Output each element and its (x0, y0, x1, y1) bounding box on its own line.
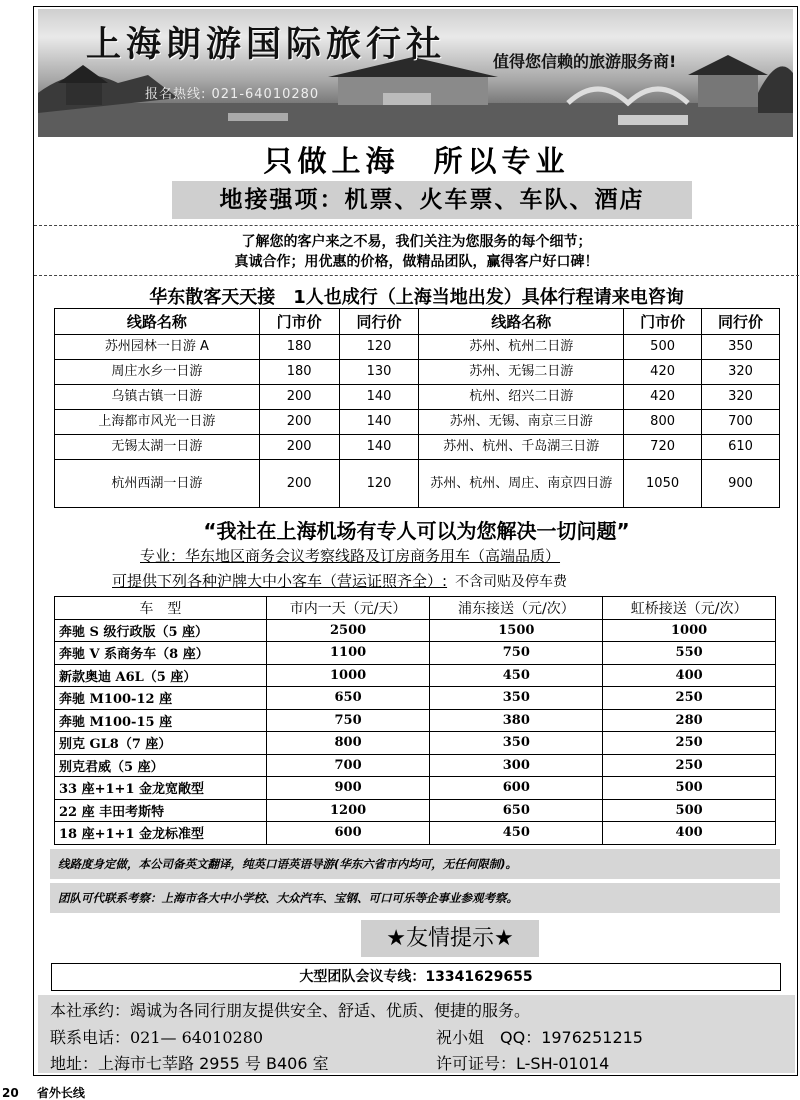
table-row (55, 435, 780, 460)
table-cell: 600 (430, 777, 603, 800)
table-cell: 1000 (266, 664, 430, 687)
column-header: 虹桥接送（元/次） (603, 597, 776, 620)
company-name: 上海朗游国际旅行社 (86, 24, 447, 65)
table-row (55, 619, 776, 642)
table-cell: 130 (339, 360, 419, 385)
table-cell: 200 (259, 385, 339, 410)
table-cell: 650 (266, 687, 430, 710)
table-cell: 奔驰 M100-12 座 (55, 687, 267, 710)
license-number: 许可证号：L-SH-01014 (436, 1054, 610, 1073)
vehicle-offer-note: 不含司贴及停车费 (455, 574, 568, 590)
table-cell: 450 (430, 664, 603, 687)
table-cell: 720 (624, 435, 702, 460)
table-cell: 200 (259, 410, 339, 435)
table-cell: 300 (430, 754, 603, 777)
header-banner (38, 9, 793, 137)
notice-translation: 线路度身定做，本公司备英文翻译，纯英口语英语导游(华东六省市内均可，无任何限制)。 (50, 849, 780, 879)
table-cell: 600 (266, 822, 430, 845)
conference-hotline: 大型团队会议专线：13341629655 (51, 963, 781, 991)
table-cell: 400 (603, 822, 776, 845)
table-cell: 苏州、无锡二日游 (419, 360, 624, 385)
table-cell: 380 (430, 709, 603, 732)
table-row (55, 664, 776, 687)
table-cell: 750 (266, 709, 430, 732)
publication-name: 省外长线 (36, 1086, 85, 1100)
table-cell: 乌镇古镇一日游 (55, 385, 260, 410)
table-cell: 苏州、杭州、千岛湖三日游 (419, 435, 624, 460)
advertisement-page (33, 6, 798, 1076)
column-header: 线路名称 (55, 309, 260, 335)
tips-title: ★友情提示★ (361, 920, 539, 957)
table-cell: 700 (702, 410, 780, 435)
table-cell: 280 (603, 709, 776, 732)
table-cell: 320 (702, 385, 780, 410)
specialty-line: 专业：华东地区商务会议考察线路及订房商务用车（高端品质） (140, 547, 561, 565)
column-header: 线路名称 (419, 309, 624, 335)
table-cell: 新款奥迪 A6L（5 座） (55, 664, 267, 687)
table-row (55, 732, 776, 755)
column-header: 浦东接送（元/次） (430, 597, 603, 620)
company-slogan: 值得您信赖的旅游服务商! (493, 52, 677, 71)
table-cell: 18 座+1+1 金龙标准型 (55, 822, 267, 845)
table-cell: 350 (430, 732, 603, 755)
table-row (55, 799, 776, 822)
intro-line-2: 真诚合作；用优惠的价格，做精品团队，赢得客户好口碑！ (234, 254, 599, 270)
table-cell: 140 (339, 435, 419, 460)
table-cell: 1000 (603, 619, 776, 642)
table-cell: 400 (603, 664, 776, 687)
table-cell: 杭州西湖一日游 (55, 460, 260, 508)
column-header: 同行价 (339, 309, 419, 335)
table-cell: 周庄水乡一日游 (55, 360, 260, 385)
office-address: 地址：上海市七莘路 2955 号 B406 室 (50, 1054, 329, 1073)
column-header: 市内一天（元/天） (266, 597, 430, 620)
table-row (55, 360, 780, 385)
table-cell: 180 (259, 335, 339, 360)
table-cell: 200 (259, 435, 339, 460)
page-footer (2, 1084, 85, 1100)
table-cell: 320 (702, 360, 780, 385)
table-cell: 别克君威（5 座） (55, 754, 267, 777)
table-cell: 500 (603, 799, 776, 822)
table-cell: 550 (603, 642, 776, 665)
table-cell: 450 (430, 822, 603, 845)
divider (34, 225, 799, 226)
table-cell: 800 (266, 732, 430, 755)
table-cell: 奔驰 M100-15 座 (55, 709, 267, 732)
table-cell: 250 (603, 687, 776, 710)
table-cell: 250 (603, 732, 776, 755)
table-row (55, 642, 776, 665)
table-row (55, 687, 776, 710)
table-row (55, 460, 780, 508)
main-headline: 只做上海 所以专业 (263, 144, 570, 178)
table-cell: 别克 GL8（7 座） (55, 732, 267, 755)
table-cell: 900 (266, 777, 430, 800)
table-row (55, 754, 776, 777)
notice-visits: 团队可代联系考察：上海市各大中小学校、大众汽车、宝钢、可口可乐等企事业参观考察。 (50, 883, 780, 913)
table-cell: 140 (339, 410, 419, 435)
route-section-title: 华东散客天天接 1人也成行（上海当地出发）具体行程请来电咨询 (149, 287, 684, 308)
column-header: 车 型 (55, 597, 267, 620)
table-cell: 120 (339, 460, 419, 508)
contact-qq: 祝小姐 QQ：1976251215 (436, 1028, 643, 1047)
table-cell: 1100 (266, 642, 430, 665)
service-promise: 本社承约：竭诚为各同行朋友提供安全、舒适、优质、便捷的服务。 (50, 1001, 531, 1020)
table-header-row (55, 597, 776, 620)
table-cell: 420 (624, 385, 702, 410)
intro-line-1: 了解您的客户来之不易，我们关注为您服务的每个细节； (241, 234, 592, 250)
table-cell: 120 (339, 335, 419, 360)
column-header: 同行价 (702, 309, 780, 335)
table-cell: 350 (702, 335, 780, 360)
table-cell: 1050 (624, 460, 702, 508)
table-cell: 1200 (266, 799, 430, 822)
table-cell: 500 (624, 335, 702, 360)
table-cell: 无锡太湖一日游 (55, 435, 260, 460)
airport-quote: “我社在上海机场有专人可以为您解决一切问题” (203, 519, 630, 543)
table-cell: 420 (624, 360, 702, 385)
table-row (55, 777, 776, 800)
route-price-table (54, 308, 780, 508)
table-cell: 苏州园林一日游 A (55, 335, 260, 360)
table-cell: 上海都市风光一日游 (55, 410, 260, 435)
table-cell: 650 (430, 799, 603, 822)
table-cell: 140 (339, 385, 419, 410)
table-cell: 奔驰 V 系商务车（8 座） (55, 642, 267, 665)
table-cell: 33 座+1+1 金龙宽敞型 (55, 777, 267, 800)
table-cell: 苏州、无锡、南京三日游 (419, 410, 624, 435)
table-cell: 奔驰 S 级行政版（5 座） (55, 619, 267, 642)
table-cell: 250 (603, 754, 776, 777)
table-cell: 22 座 丰田考斯特 (55, 799, 267, 822)
table-cell: 800 (624, 410, 702, 435)
table-row (55, 385, 780, 410)
table-cell: 350 (430, 687, 603, 710)
vehicle-offer-text: 可提供下列各种沪牌大中小客车（营运证照齐全）: (112, 572, 448, 590)
table-cell: 610 (702, 435, 780, 460)
table-row (55, 822, 776, 845)
table-cell: 苏州、杭州二日游 (419, 335, 624, 360)
hotline-text: 报名热线: 021-64010280 (145, 87, 320, 102)
page-number: 20 (2, 1086, 19, 1100)
table-cell: 700 (266, 754, 430, 777)
table-cell: 200 (259, 460, 339, 508)
table-row (55, 709, 776, 732)
table-header-row (55, 309, 780, 335)
column-header: 门市价 (259, 309, 339, 335)
table-cell: 750 (430, 642, 603, 665)
vehicle-offer-line (112, 570, 567, 591)
column-header: 门市价 (624, 309, 702, 335)
table-cell: 900 (702, 460, 780, 508)
table-cell: 苏州、杭州、周庄、南京四日游 (419, 460, 624, 508)
contact-phone: 联系电话：021— 64010280 (50, 1028, 264, 1047)
services-headline: 地接强项：机票、火车票、车队、酒店 (172, 181, 692, 219)
contact-panel (38, 995, 795, 1073)
table-cell: 2500 (266, 619, 430, 642)
table-cell: 杭州、绍兴二日游 (419, 385, 624, 410)
table-cell: 500 (603, 777, 776, 800)
table-row (55, 410, 780, 435)
table-row (55, 335, 780, 360)
vehicle-price-table (54, 596, 776, 845)
table-cell: 180 (259, 360, 339, 385)
table-cell: 1500 (430, 619, 603, 642)
divider (34, 275, 799, 276)
